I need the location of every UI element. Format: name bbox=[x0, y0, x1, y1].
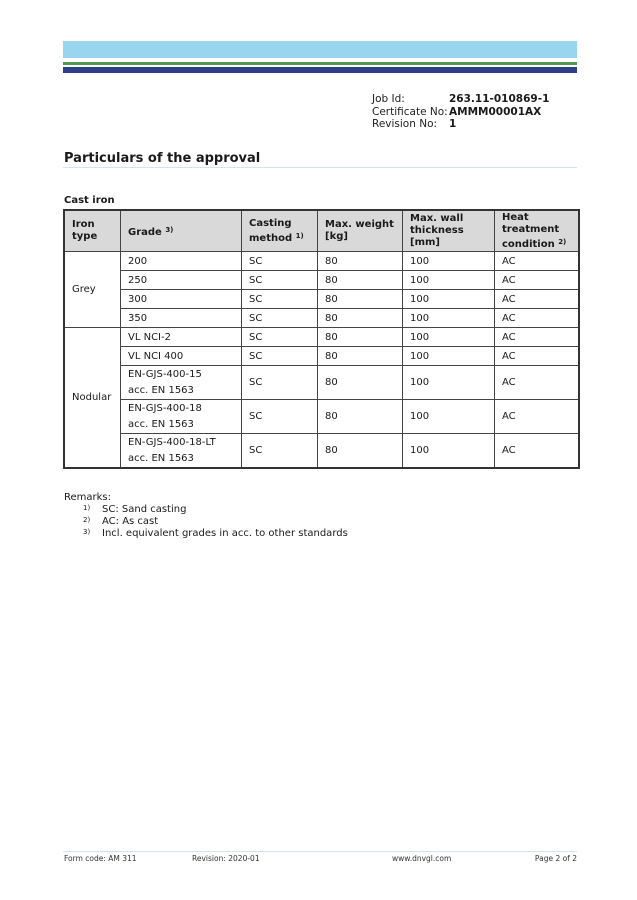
grade-line: VL NCI-2 bbox=[128, 331, 171, 343]
remark-item bbox=[83, 516, 348, 528]
meta-label: Job Id: bbox=[372, 93, 405, 105]
remark-text: SC: Sand casting bbox=[102, 504, 187, 515]
cell-heat-treatment: AC bbox=[495, 309, 580, 328]
section-title: Particulars of the approval bbox=[64, 151, 261, 166]
meta-label: Revision No: bbox=[372, 118, 438, 130]
cell-grade bbox=[121, 434, 242, 469]
grade-line: 350 bbox=[128, 312, 148, 324]
table-caption: Cast iron bbox=[64, 195, 115, 206]
table-row bbox=[64, 271, 579, 290]
header-iron-type: Iron type bbox=[64, 210, 121, 252]
table-row bbox=[64, 347, 579, 366]
cell-grade bbox=[121, 347, 242, 366]
cell-casting-method: SC bbox=[242, 400, 318, 434]
table-row bbox=[64, 400, 579, 434]
cell-casting-method: SC bbox=[242, 347, 318, 366]
cell-casting-method: SC bbox=[242, 434, 318, 469]
cell-iron-type: Nodular bbox=[64, 328, 121, 469]
grade-line: 250 bbox=[128, 274, 148, 286]
cell-max-wall-thickness: 100 bbox=[403, 366, 495, 400]
grade-line: 200 bbox=[128, 255, 148, 267]
remark-item bbox=[83, 504, 348, 516]
header-heat-treatment: Heat treatment condition $^{2)}$ bbox=[495, 210, 580, 252]
remark-item bbox=[83, 528, 348, 540]
cell-max-weight: 80 bbox=[318, 290, 403, 309]
header-green-line bbox=[63, 62, 577, 65]
cell-max-wall-thickness: 100 bbox=[403, 347, 495, 366]
remark-number: 2) bbox=[83, 516, 91, 524]
remarks bbox=[64, 492, 348, 540]
cell-heat-treatment: AC bbox=[495, 347, 580, 366]
grade-line: EN-GJS-400-18 bbox=[128, 402, 202, 414]
table-row bbox=[64, 290, 579, 309]
remark-text: Incl. equivalent grades in acc. to other standards bbox=[102, 528, 348, 539]
cell-heat-treatment: AC bbox=[495, 271, 580, 290]
cell-max-wall-thickness: 100 bbox=[403, 328, 495, 347]
section-divider bbox=[63, 167, 577, 168]
cell-casting-method: SC bbox=[242, 328, 318, 347]
cell-max-wall-thickness: 100 bbox=[403, 271, 495, 290]
document-meta bbox=[372, 93, 549, 131]
header-max-weight: Max. weight [kg] bbox=[318, 210, 403, 252]
cell-max-wall-thickness: 100 bbox=[403, 309, 495, 328]
header-grade: Grade $^{3)}$ bbox=[121, 210, 242, 252]
cell-heat-treatment: AC bbox=[495, 328, 580, 347]
meta-value: AMMM00001AX bbox=[449, 105, 542, 118]
meta-revision-no bbox=[372, 118, 549, 131]
approval-table bbox=[63, 209, 580, 469]
footer-divider bbox=[63, 851, 577, 852]
cell-max-weight: 80 bbox=[318, 400, 403, 434]
footer-form-code: Form code: AM 311 bbox=[64, 854, 137, 863]
meta-certificate-no bbox=[372, 106, 549, 119]
header-max-wall-thickness: Max. wall thickness [mm] bbox=[403, 210, 495, 252]
cell-heat-treatment: AC bbox=[495, 434, 580, 469]
grade-line: 300 bbox=[128, 293, 148, 305]
cell-heat-treatment: AC bbox=[495, 400, 580, 434]
grade-line: EN-GJS-400-18-LT bbox=[128, 436, 216, 448]
grade-line: acc. EN 1563 bbox=[128, 418, 194, 430]
remark-text: AC: As cast bbox=[102, 516, 159, 527]
meta-value: 263.11-010869-1 bbox=[449, 93, 550, 105]
cell-max-weight: 80 bbox=[318, 309, 403, 328]
cell-max-weight: 80 bbox=[318, 366, 403, 400]
cell-iron-type: Grey bbox=[64, 252, 121, 328]
cell-grade bbox=[121, 366, 242, 400]
remark-number: 3) bbox=[83, 528, 91, 536]
grade-line: acc. EN 1563 bbox=[128, 384, 194, 396]
remarks-title: Remarks: bbox=[64, 492, 112, 503]
cell-max-weight: 80 bbox=[318, 252, 403, 271]
cell-max-wall-thickness: 100 bbox=[403, 290, 495, 309]
cell-grade bbox=[121, 290, 242, 309]
cell-casting-method: SC bbox=[242, 366, 318, 400]
grade-line: EN-GJS-400-15 bbox=[128, 368, 202, 380]
cell-grade bbox=[121, 252, 242, 271]
cell-max-wall-thickness: 100 bbox=[403, 400, 495, 434]
grade-line: VL NCI 400 bbox=[128, 350, 184, 362]
cell-max-weight: 80 bbox=[318, 271, 403, 290]
cell-max-wall-thickness: 100 bbox=[403, 434, 495, 469]
cell-grade bbox=[121, 271, 242, 290]
cell-heat-treatment: AC bbox=[495, 290, 580, 309]
cell-max-weight: 80 bbox=[318, 434, 403, 469]
table-row bbox=[64, 328, 579, 347]
cell-heat-treatment: AC bbox=[495, 366, 580, 400]
header-navy-band bbox=[63, 67, 577, 73]
footer-revision: Revision: 2020-01 bbox=[192, 854, 260, 863]
cell-grade bbox=[121, 309, 242, 328]
table-body bbox=[64, 252, 579, 469]
cell-casting-method: SC bbox=[242, 271, 318, 290]
cell-grade bbox=[121, 400, 242, 434]
header-casting-method: Casting method $^{1)}$ bbox=[242, 210, 318, 252]
cell-max-wall-thickness: 100 bbox=[403, 252, 495, 271]
cell-heat-treatment: AC bbox=[495, 252, 580, 271]
footer-website[interactable]: www.dnvgl.com bbox=[392, 854, 452, 863]
cell-casting-method: SC bbox=[242, 252, 318, 271]
meta-label: Certificate No: bbox=[372, 105, 448, 118]
header-light-band bbox=[63, 41, 577, 58]
cell-casting-method: SC bbox=[242, 309, 318, 328]
table-row bbox=[64, 309, 579, 328]
remark-number: 1) bbox=[83, 504, 91, 512]
table-row bbox=[64, 252, 579, 271]
grade-line: acc. EN 1563 bbox=[128, 452, 194, 464]
cell-max-weight: 80 bbox=[318, 347, 403, 366]
table-header-row bbox=[64, 210, 579, 252]
cell-max-weight: 80 bbox=[318, 328, 403, 347]
meta-value: 1 bbox=[449, 118, 457, 130]
cell-casting-method: SC bbox=[242, 290, 318, 309]
footer-page-number: Page 2 of 2 bbox=[534, 854, 577, 863]
table-row bbox=[64, 434, 579, 469]
table-row bbox=[64, 366, 579, 400]
meta-job-id bbox=[372, 93, 549, 106]
cell-grade bbox=[121, 328, 242, 347]
